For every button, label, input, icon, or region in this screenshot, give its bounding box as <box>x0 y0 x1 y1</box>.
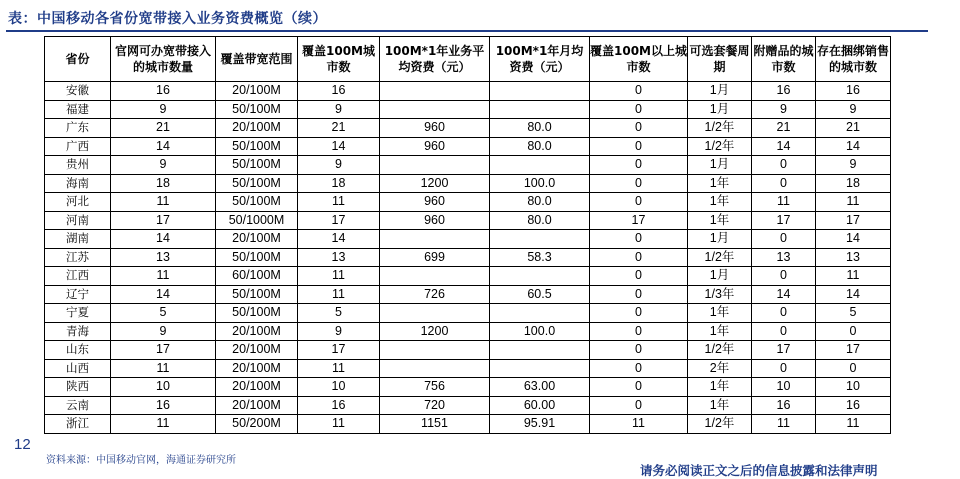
table-cell: 11 <box>111 267 216 286</box>
table-cell: 16 <box>298 82 380 101</box>
table-cell: 9 <box>816 156 891 175</box>
province-cell: 福建 <box>45 100 111 119</box>
table-cell: 20/100M <box>216 82 298 101</box>
table-cell: 0 <box>590 248 688 267</box>
table-cell: 17 <box>590 211 688 230</box>
table-cell: 960 <box>380 119 490 138</box>
table-cell: 1/3年 <box>688 285 752 304</box>
table-cell <box>490 230 590 249</box>
province-cell: 陕西 <box>45 378 111 397</box>
table-row <box>45 82 891 101</box>
table-cell: 0 <box>816 359 891 378</box>
table-cell <box>490 304 590 323</box>
table-cell: 50/100M <box>216 137 298 156</box>
table-cell: 17 <box>111 341 216 360</box>
table-row <box>45 267 891 286</box>
table-cell: 0 <box>752 322 816 341</box>
table-cell: 0 <box>590 193 688 212</box>
province-cell: 广东 <box>45 119 111 138</box>
table-row <box>45 156 891 175</box>
column-header: 100M*1年月均资费（元） <box>490 37 590 82</box>
table-cell: 20/100M <box>216 119 298 138</box>
table-cell: 16 <box>816 396 891 415</box>
table-header-row <box>45 37 891 82</box>
province-cell: 山东 <box>45 341 111 360</box>
table-row <box>45 359 891 378</box>
province-cell: 青海 <box>45 322 111 341</box>
column-header: 100M*1年业务平均资费（元） <box>380 37 490 82</box>
table-cell: 14 <box>752 137 816 156</box>
table-cell: 1/2年 <box>688 341 752 360</box>
table-cell: 1年 <box>688 322 752 341</box>
table-row <box>45 396 891 415</box>
table-cell: 0 <box>590 285 688 304</box>
table-cell: 9 <box>298 100 380 119</box>
province-cell: 宁夏 <box>45 304 111 323</box>
table-cell: 0 <box>590 174 688 193</box>
table-cell: 20/100M <box>216 230 298 249</box>
table-cell: 2年 <box>688 359 752 378</box>
table-row <box>45 378 891 397</box>
table-cell: 1月 <box>688 230 752 249</box>
table-cell: 960 <box>380 137 490 156</box>
province-cell: 河南 <box>45 211 111 230</box>
table-cell: 1月 <box>688 156 752 175</box>
table-cell <box>380 156 490 175</box>
table-cell: 14 <box>816 285 891 304</box>
table-cell: 0 <box>590 119 688 138</box>
title-divider <box>6 30 928 32</box>
table-cell: 60.5 <box>490 285 590 304</box>
table-cell: 756 <box>380 378 490 397</box>
table-cell <box>380 304 490 323</box>
table-cell: 11 <box>752 193 816 212</box>
province-cell: 浙江 <box>45 415 111 434</box>
table-cell: 11 <box>298 285 380 304</box>
table-cell: 1年 <box>688 193 752 212</box>
table-cell: 21 <box>298 119 380 138</box>
table-cell: 50/100M <box>216 248 298 267</box>
table-cell: 0 <box>590 341 688 360</box>
table-cell: 10 <box>816 378 891 397</box>
table-row <box>45 341 891 360</box>
table-cell <box>490 341 590 360</box>
table-row <box>45 137 891 156</box>
table-cell: 1/2年 <box>688 119 752 138</box>
province-cell: 广西 <box>45 137 111 156</box>
province-cell: 云南 <box>45 396 111 415</box>
table-cell: 16 <box>298 396 380 415</box>
table-cell: 18 <box>298 174 380 193</box>
table-cell: 0 <box>590 156 688 175</box>
table-cell: 960 <box>380 193 490 212</box>
table-cell: 100.0 <box>490 322 590 341</box>
table-cell: 17 <box>298 341 380 360</box>
province-cell: 安徽 <box>45 82 111 101</box>
table-cell: 11 <box>298 359 380 378</box>
table-cell: 21 <box>111 119 216 138</box>
table-cell: 11 <box>298 193 380 212</box>
table-cell: 0 <box>752 230 816 249</box>
column-header: 覆盖带宽范围 <box>216 37 298 82</box>
table-row <box>45 248 891 267</box>
table-row <box>45 211 891 230</box>
table-cell: 80.0 <box>490 137 590 156</box>
table-cell <box>490 156 590 175</box>
province-cell: 海南 <box>45 174 111 193</box>
table-cell: 1月 <box>688 267 752 286</box>
table-row <box>45 174 891 193</box>
table-cell: 50/100M <box>216 174 298 193</box>
table-cell: 11 <box>111 359 216 378</box>
table-row <box>45 100 891 119</box>
table-cell: 9 <box>816 100 891 119</box>
table-cell: 16 <box>111 82 216 101</box>
table-cell: 14 <box>111 285 216 304</box>
table-cell: 20/100M <box>216 359 298 378</box>
table-row <box>45 285 891 304</box>
table-cell: 0 <box>590 100 688 119</box>
province-cell: 江苏 <box>45 248 111 267</box>
table-cell: 50/1000M <box>216 211 298 230</box>
table-cell: 1年 <box>688 396 752 415</box>
column-header: 附赠品的城市数 <box>752 37 816 82</box>
broadband-tariff-table <box>44 36 891 434</box>
table-cell: 9 <box>298 156 380 175</box>
table-cell: 17 <box>816 211 891 230</box>
province-cell: 山西 <box>45 359 111 378</box>
table-cell: 10 <box>752 378 816 397</box>
table-cell: 0 <box>590 137 688 156</box>
table-cell: 50/100M <box>216 100 298 119</box>
table-cell: 1151 <box>380 415 490 434</box>
table-cell: 0 <box>752 359 816 378</box>
column-header: 可选套餐周期 <box>688 37 752 82</box>
table-cell: 14 <box>752 285 816 304</box>
source-note: 资料来源：中国移动官网，海通证券研究所 <box>46 455 236 466</box>
table-cell: 18 <box>816 174 891 193</box>
table-cell: 20/100M <box>216 341 298 360</box>
table-row <box>45 304 891 323</box>
table-cell: 1/2年 <box>688 415 752 434</box>
table-cell: 0 <box>590 304 688 323</box>
table-cell: 63.00 <box>490 378 590 397</box>
table-cell: 1月 <box>688 100 752 119</box>
table-cell: 9 <box>752 100 816 119</box>
table-cell: 0 <box>590 359 688 378</box>
table-cell: 14 <box>816 230 891 249</box>
table-cell: 0 <box>816 322 891 341</box>
column-header: 省份 <box>45 37 111 82</box>
column-header: 官网可办宽带接入的城市数量 <box>111 37 216 82</box>
table-cell: 17 <box>752 341 816 360</box>
table-cell: 10 <box>298 378 380 397</box>
table-cell: 14 <box>298 137 380 156</box>
table-cell: 21 <box>816 119 891 138</box>
column-header: 覆盖100M以上城市数 <box>590 37 688 82</box>
table-cell: 11 <box>752 415 816 434</box>
table-cell: 20/100M <box>216 378 298 397</box>
table-cell: 0 <box>590 82 688 101</box>
table-cell: 699 <box>380 248 490 267</box>
province-cell: 贵州 <box>45 156 111 175</box>
table-cell: 58.3 <box>490 248 590 267</box>
table-cell: 11 <box>298 267 380 286</box>
province-cell: 湖南 <box>45 230 111 249</box>
table-cell: 60/100M <box>216 267 298 286</box>
table-cell: 16 <box>816 82 891 101</box>
table-cell: 10 <box>111 378 216 397</box>
table-cell: 17 <box>752 211 816 230</box>
table-cell <box>490 267 590 286</box>
table-cell: 1/2年 <box>688 248 752 267</box>
table-cell: 17 <box>816 341 891 360</box>
table-cell: 11 <box>816 193 891 212</box>
table-cell: 14 <box>111 137 216 156</box>
table-cell: 50/200M <box>216 415 298 434</box>
table-cell: 0 <box>752 174 816 193</box>
table-cell: 18 <box>111 174 216 193</box>
table-cell: 50/100M <box>216 193 298 212</box>
table-cell: 0 <box>590 322 688 341</box>
table-cell: 80.0 <box>490 211 590 230</box>
table-cell: 11 <box>590 415 688 434</box>
table-cell: 17 <box>111 211 216 230</box>
table-cell: 0 <box>590 267 688 286</box>
table-cell: 100.0 <box>490 174 590 193</box>
table-cell <box>380 100 490 119</box>
table-cell <box>490 82 590 101</box>
table-cell: 5 <box>111 304 216 323</box>
table-cell <box>380 359 490 378</box>
table-cell: 9 <box>111 156 216 175</box>
table-cell <box>380 341 490 360</box>
table-cell: 0 <box>590 230 688 249</box>
table-cell: 11 <box>816 267 891 286</box>
table-title: 表：中国移动各省份宽带接入业务资费概览（续） <box>8 11 327 27</box>
column-header: 覆盖100M城市数 <box>298 37 380 82</box>
table-cell: 11 <box>111 193 216 212</box>
table-cell: 1年 <box>688 211 752 230</box>
table-cell: 1年 <box>688 304 752 323</box>
table-cell: 17 <box>298 211 380 230</box>
table-cell: 13 <box>298 248 380 267</box>
table-cell: 21 <box>752 119 816 138</box>
table-cell: 20/100M <box>216 396 298 415</box>
table-cell: 720 <box>380 396 490 415</box>
table-row <box>45 415 891 434</box>
table-cell: 80.0 <box>490 193 590 212</box>
table-cell: 1月 <box>688 82 752 101</box>
table-cell: 726 <box>380 285 490 304</box>
table-cell: 14 <box>816 137 891 156</box>
table-cell: 60.00 <box>490 396 590 415</box>
legal-disclaimer-link[interactable]: 请务必阅读正文之后的信息披露和法律声明 <box>640 463 878 478</box>
table-cell: 95.91 <box>490 415 590 434</box>
table-cell: 13 <box>752 248 816 267</box>
table-cell: 1200 <box>380 322 490 341</box>
table-cell: 50/100M <box>216 285 298 304</box>
table-cell: 13 <box>816 248 891 267</box>
province-cell: 江西 <box>45 267 111 286</box>
table-cell: 960 <box>380 211 490 230</box>
table-cell: 5 <box>816 304 891 323</box>
table-cell: 1/2年 <box>688 137 752 156</box>
table-row <box>45 193 891 212</box>
table-cell <box>380 267 490 286</box>
table-cell: 16 <box>752 82 816 101</box>
table-cell: 0 <box>752 156 816 175</box>
province-cell: 辽宁 <box>45 285 111 304</box>
table-cell: 0 <box>752 304 816 323</box>
page-number: 12 <box>14 436 31 453</box>
table-row <box>45 322 891 341</box>
table-cell <box>490 359 590 378</box>
table-cell: 0 <box>590 396 688 415</box>
table-cell: 11 <box>298 415 380 434</box>
table-cell: 11 <box>111 415 216 434</box>
table-cell <box>380 230 490 249</box>
table-cell: 14 <box>298 230 380 249</box>
table-cell: 5 <box>298 304 380 323</box>
table-row <box>45 230 891 249</box>
table-cell: 9 <box>111 100 216 119</box>
table-cell: 50/100M <box>216 156 298 175</box>
table-cell: 1200 <box>380 174 490 193</box>
table-body <box>45 82 891 434</box>
table-cell: 11 <box>816 415 891 434</box>
table-cell: 1年 <box>688 378 752 397</box>
table-row <box>45 119 891 138</box>
table-cell: 50/100M <box>216 304 298 323</box>
table-cell: 9 <box>111 322 216 341</box>
table-cell: 20/100M <box>216 322 298 341</box>
table-cell: 16 <box>752 396 816 415</box>
table-cell: 16 <box>111 396 216 415</box>
table-cell: 9 <box>298 322 380 341</box>
table-cell: 80.0 <box>490 119 590 138</box>
column-header: 存在捆绑销售的城市数 <box>816 37 891 82</box>
table-cell: 0 <box>752 267 816 286</box>
table-cell <box>490 100 590 119</box>
table-cell <box>380 82 490 101</box>
table-cell: 0 <box>590 378 688 397</box>
table-cell: 14 <box>111 230 216 249</box>
province-cell: 河北 <box>45 193 111 212</box>
table-cell: 1年 <box>688 174 752 193</box>
table-cell: 13 <box>111 248 216 267</box>
